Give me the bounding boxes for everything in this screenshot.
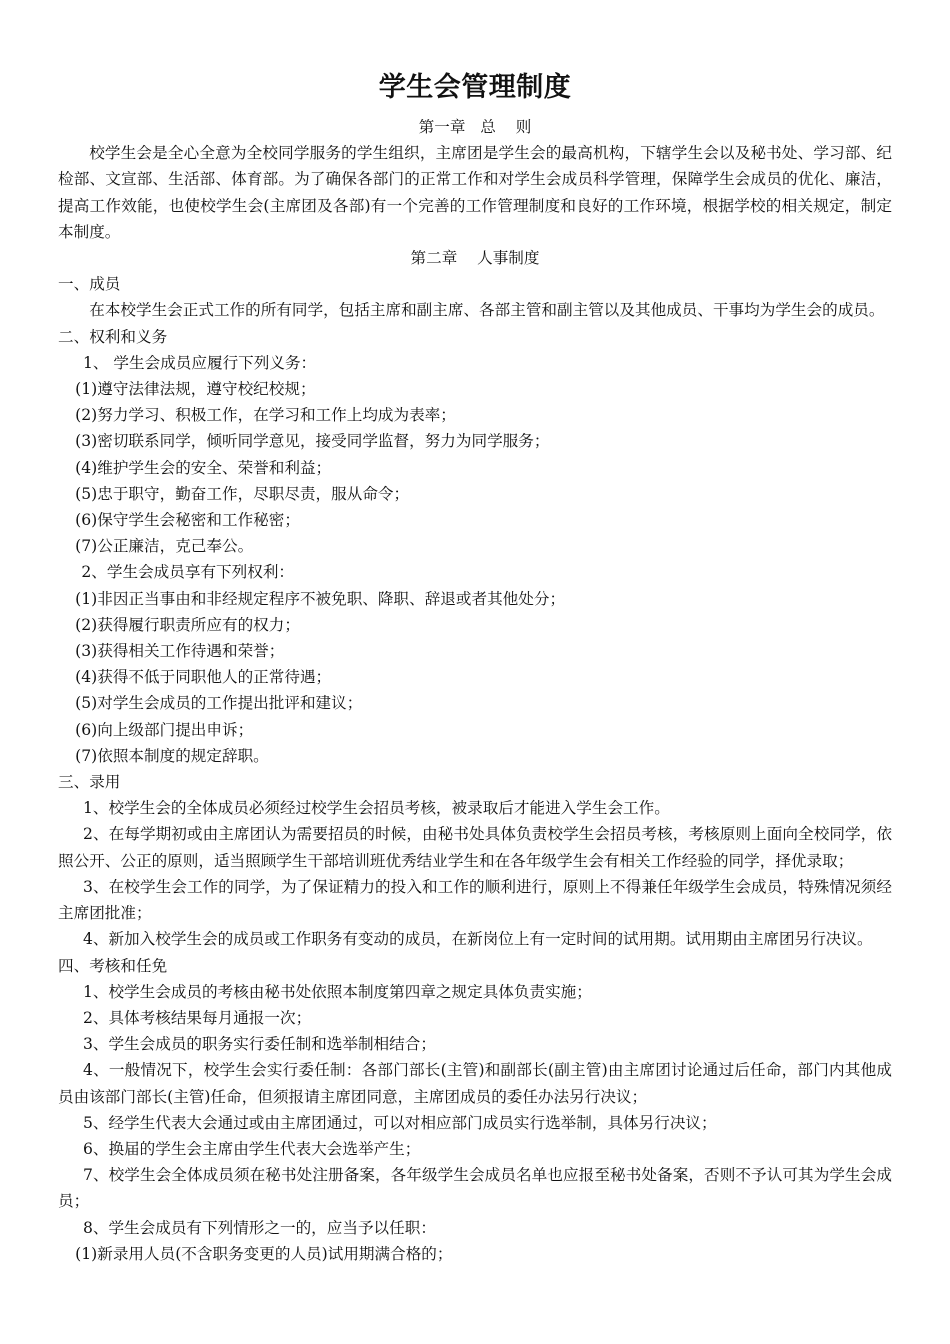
right-item: (3)获得相关工作待遇和荣誉；	[75, 642, 285, 661]
section-recruit-heading: 三、录用	[58, 773, 121, 792]
right-item: (6)向上级部门提出申诉；	[75, 720, 254, 739]
duties-heading: 1、 学生会成员应履行下列义务：	[82, 353, 317, 372]
appraisal-item: 8、学生会成员有下列情形之一的，应当予以任职：	[82, 1218, 436, 1237]
appraisal-item: 2、具体考核结果每月通报一次；	[82, 1008, 312, 1027]
duty-item: (5)忠于职守，勤奋工作，尽职尽责，服从命令；	[75, 484, 410, 503]
right-item: (1)非因正当事由和非经规定程序不被免职、降职、辞退或者其他处分；	[75, 589, 566, 608]
appraisal-item: 7、校学生会全体成员须在秘书处注册备案，各年级学生会成员名单也应报至秘书处备案，否则不予认可其为学生会成员；	[58, 1166, 892, 1211]
appraisal-item: 4、一般情况下，校学生会实行委任制：各部门部长(主管)和副部长(副主管)由主席团讨论通过后任命，部门内其他成员由该部门部长(主管)任命，但须报请主席团同意，主席团成员的委任办法另行决议；	[58, 1061, 892, 1106]
section-members-text: 在本校学生会正式工作的所有同学，包括主席和副主席、各部主管和副主管以及其他成员、干事均为学生会的成员。	[89, 301, 885, 320]
section-appraisal-heading: 四、考核和任免	[58, 956, 168, 975]
appraisal-sub-item: (1)新录用人员(不含职务变更的人员)试用期满合格的；	[75, 1244, 453, 1263]
recruit-item: 2、在每学期初或由主席团认为需要招员的时候，由秘书处具体负责校学生会招员考核，考核原则上面向全校同学，依照公开、公正的原则，适当照顾学生干部培训班优秀结业学生和在各年级学生会有相关工作经验的同学，择优录取；	[58, 825, 892, 870]
duty-item: (3)密切联系同学，倾听同学意见，接受同学监督，努力为同学服务；	[75, 432, 550, 451]
appraisal-item: 6、换届的学生会主席由学生代表大会选举产生；	[82, 1139, 421, 1158]
appraisal-item: 5、经学生代表大会通过或由主席团通过，可以对相应部门成员实行选举制，具体另行决议；	[82, 1113, 717, 1132]
recruit-item: 3、在校学生会工作的同学，为了保证精力的投入和工作的顺利进行，原则上不得兼任年级学生会成员，特殊情况须经主席团批准；	[58, 877, 892, 923]
right-item: (2)获得履行职责所应有的权力；	[75, 615, 300, 634]
duty-item: (2)努力学习、积极工作，在学习和工作上均成为表率；	[75, 406, 456, 425]
chapter-1-paragraph: 校学生会是全心全意为全校同学服务的学生组织，主席团是学生会的最高机构，下辖学生会以及秘书处、学习部、纪检部、文宣部、生活部、体育部。为了确保各部门的正常工作和对学生会成员科学管理，保障学生会成员的优化、廉洁，提高工作效能，也使校学生会(主席团及各部)有一个完善的工作管理制度和良好的工作环境，根据学校的相关规定，制定本制度。	[58, 144, 892, 241]
chapter-2-heading: 第二章 人事制度	[410, 249, 540, 268]
chapter-1-heading: 第一章 总 则	[418, 118, 532, 136]
duty-item: (7)公正廉洁，克己奉公。	[75, 537, 254, 556]
appraisal-item: 3、学生会成员的职务实行委任制和选举制相结合；	[82, 1035, 436, 1054]
right-item: (7)依照本制度的规定辞职。	[75, 746, 269, 765]
section-members-heading: 一、成员	[58, 275, 121, 294]
appraisal-item: 1、校学生会成员的考核由秘书处依照本制度第四章之规定具体负责实施；	[82, 982, 592, 1001]
section-rights-heading: 二、权利和义务	[58, 327, 168, 346]
document-title: 学生会管理制度	[378, 72, 572, 103]
right-item: (4)获得不低于同职他人的正常待遇；	[75, 668, 332, 687]
rights-heading: 2、学生会成员享有下列权利：	[81, 563, 295, 582]
recruit-item: 1、校学生会的全体成员必须经过校学生会招员考核，被录取后才能进入学生会工作。	[82, 799, 670, 818]
right-item: (5)对学生会成员的工作提出批评和建议；	[75, 694, 363, 713]
recruit-item: 4、新加入校学生会的成员或工作职务有变动的成员，在新岗位上有一定时间的试用期。试用期由主席团另行决议。	[82, 930, 873, 949]
duty-item: (4)维护学生会的安全、荣誉和利益；	[75, 458, 332, 477]
duty-item: (1)遵守法律法规，遵守校纪校规；	[75, 380, 316, 399]
duty-item: (6)保守学生会秘密和工作秘密；	[75, 511, 300, 530]
